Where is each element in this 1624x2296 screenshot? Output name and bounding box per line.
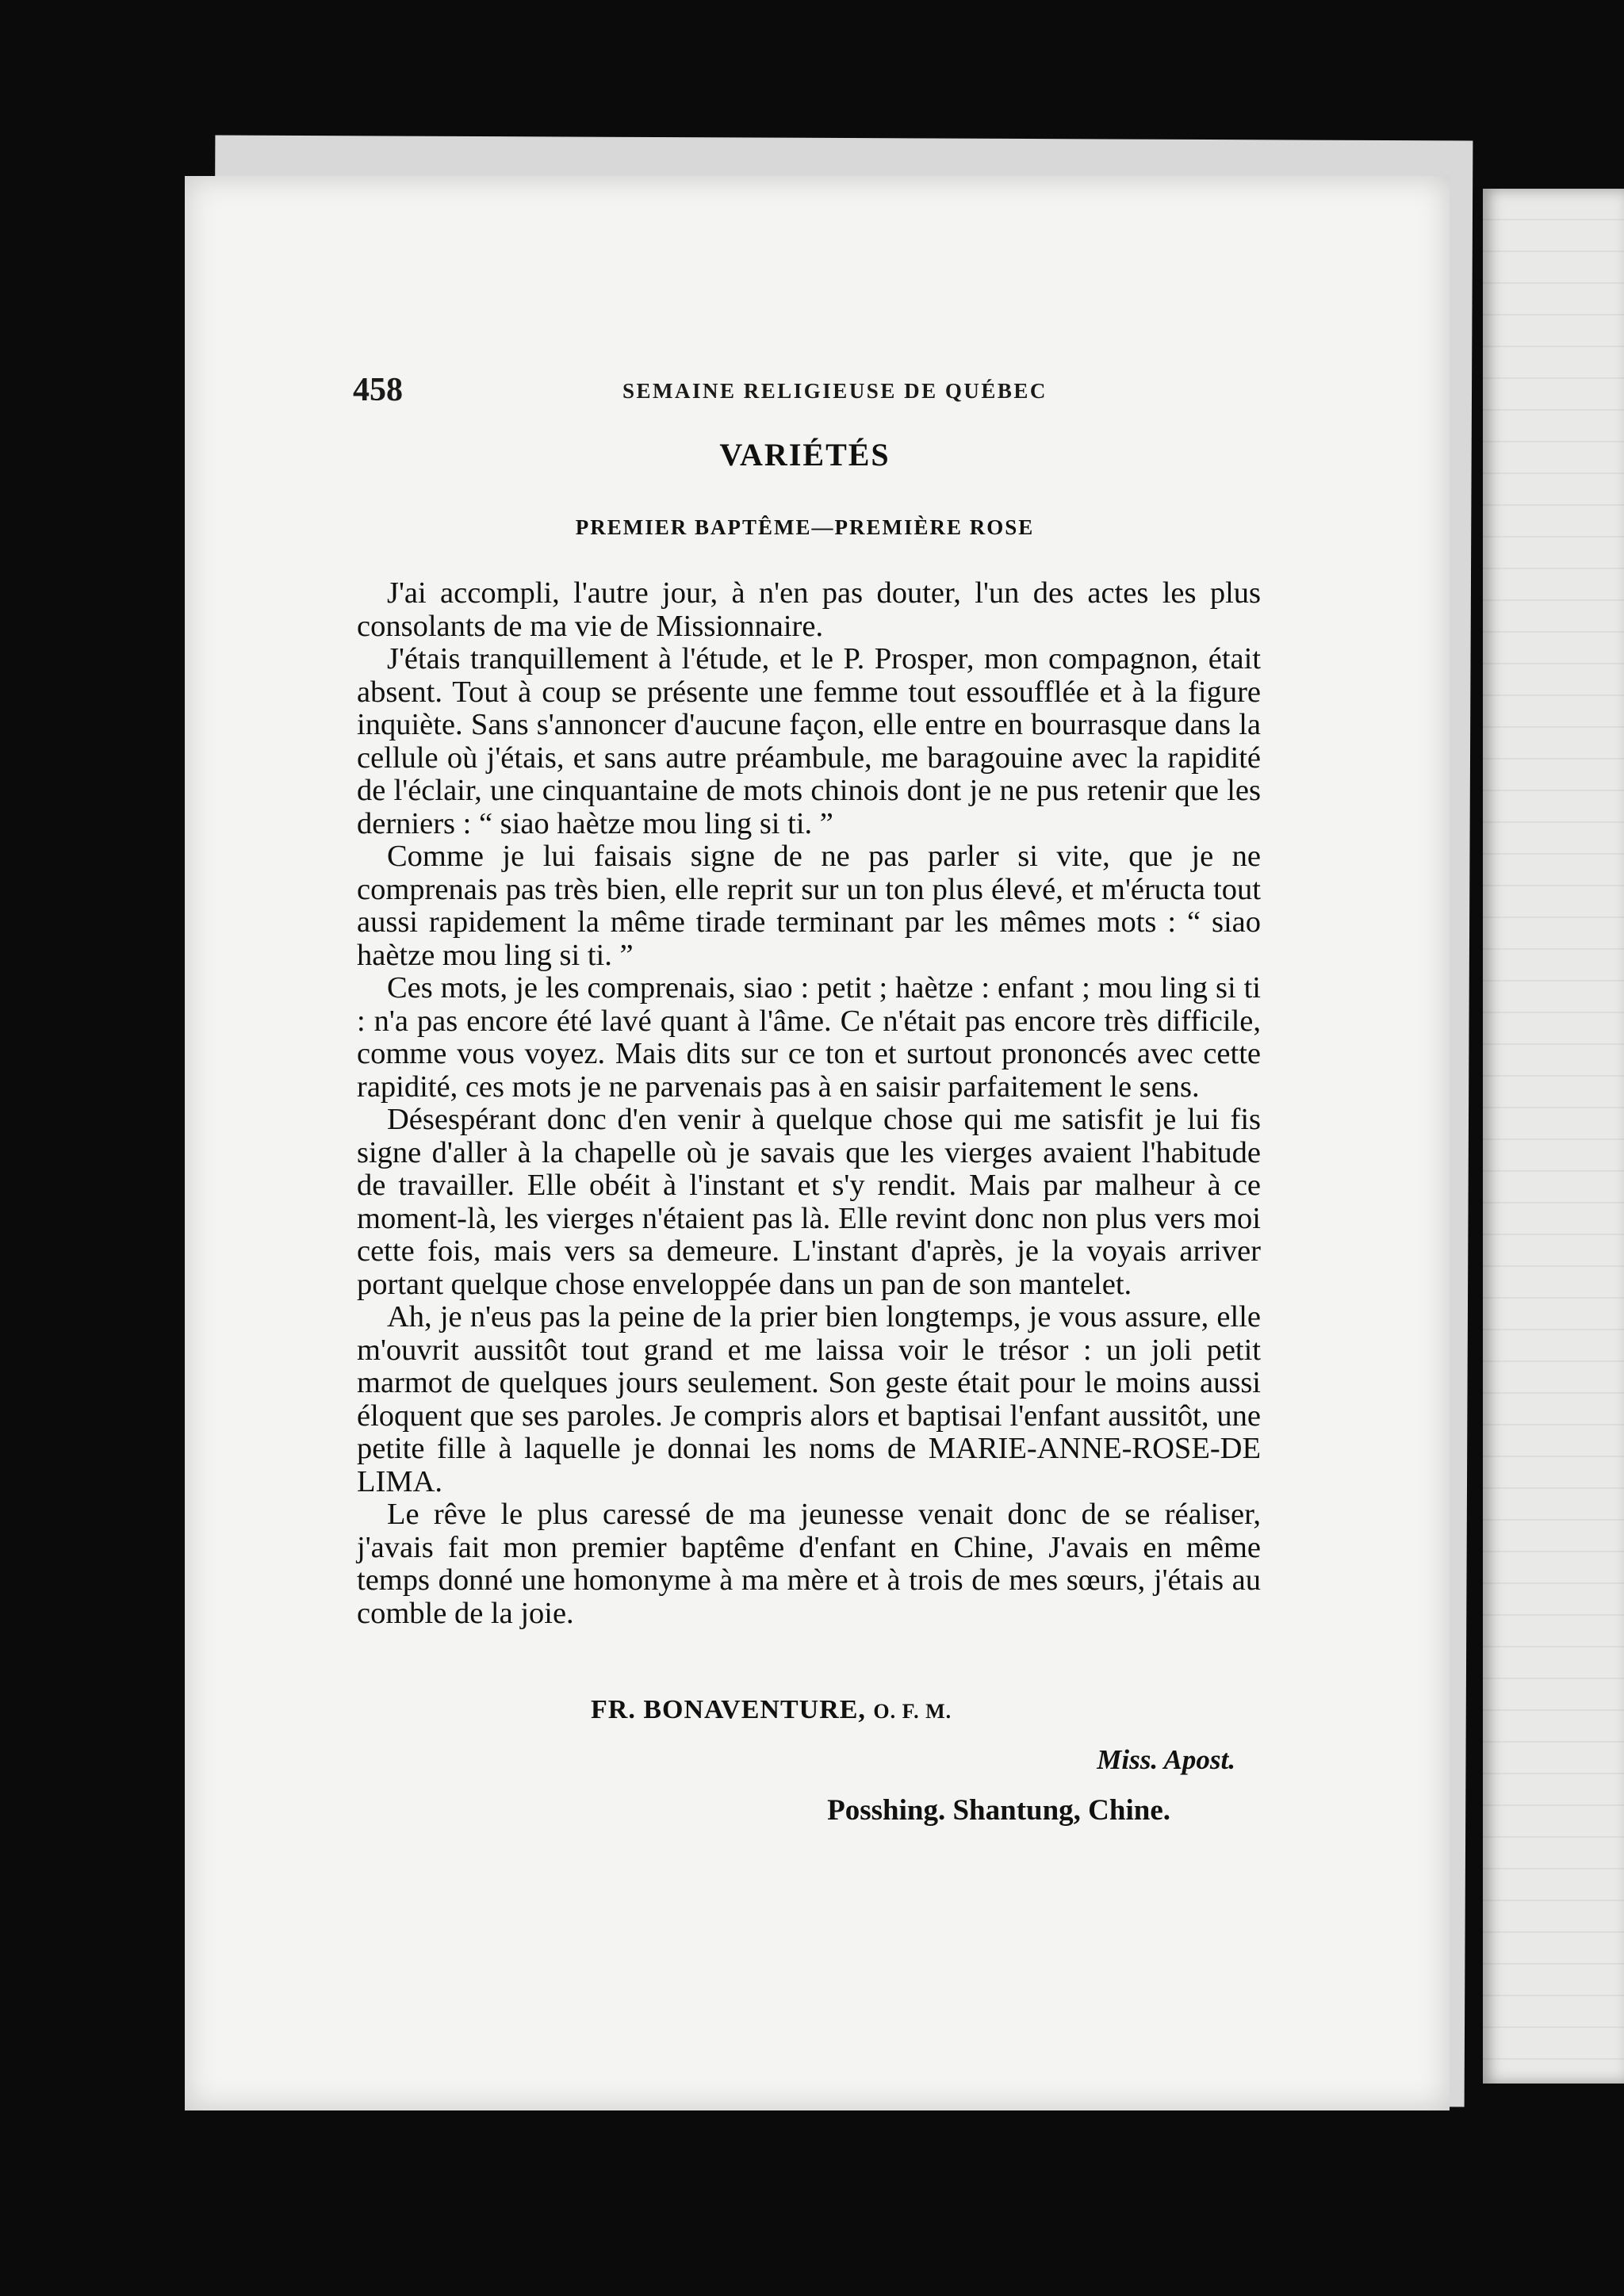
article-title: PREMIER BAPTÊME—PREMIÈRE ROSE	[575, 515, 1035, 539]
paragraph: J'ai accompli, l'autre jour, à n'en pas douter, l'un des actes les plus consolants de ma vie de Missionnaire.	[357, 576, 1261, 643]
author-signature	[591, 1695, 952, 1725]
paragraph: J'étais tranquillement à l'étude, et le P. Prosper, mon compagnon, était absent. Tout à coup se présente une femme tout essoufflée et à la figure inquiète. Sans s'annoncer d'aucune façon, elle entre en bourrasque dans la cellule où j'étais, et sans autre préambule, me baragouine avec la rapidité de l'éclair, une cinquantaine de mots chinois dont je ne pus retenir que les derniers : “ siao haètze mou ling si ti. ”	[357, 642, 1261, 840]
author-name: FR. BONAVENTURE,	[591, 1695, 866, 1724]
running-head: SEMAINE RELIGIEUSE DE QUÉBEC	[622, 379, 1048, 403]
article-body	[357, 577, 1261, 1630]
adjacent-page-bleed	[1483, 189, 1624, 2084]
paragraph: Le rêve le plus caressé de ma jeunesse venait donc de se réaliser, j'avais fait mon premier baptême d'enfant en Chine, J'avais en même temps donné une homonyme à ma mère et à trois de mes sœurs, j'étais au comble de la joie.	[357, 1498, 1261, 1630]
author-order: O. F. M.	[873, 1700, 952, 1723]
paragraph: Ces mots, je les comprenais, siao : petit ; haètze : enfant ; mou ling si ti : n'a pas encore été lavé quant à l'âme. Ce n'était pas encore très difficile, comme vous voyez. Mais dits sur ce ton et surtout prononcés avec cette rapidité, ces mots je ne parvenais pas à en saisir parfaitement le sens.	[357, 971, 1261, 1104]
section-title: VARIÉTÉS	[719, 437, 891, 473]
source-citation: Miss. Apost.	[1097, 1744, 1235, 1775]
paragraph: Comme je lui faisais signe de ne pas parler si vite, que je ne comprenais pas très bien, elle reprit sur un ton plus élevé, et m'éructa tout aussi rapidement la même tirade terminant par les mêmes mots : “ siao haètze mou ling si ti. ”	[357, 840, 1261, 972]
paragraph: Ah, je n'eus pas la peine de la prier bien longtemps, je vous assure, elle m'ouvrit aussitôt tout grand et me laissa voir le trésor : un joli petit marmot de quelques jours seulement. Son geste était pour le moins aussi éloquent que ses paroles. Je compris alors et baptisai l'enfant aussitôt, une petite fille à laquelle je donnai les noms de MARIE-ANNE-ROSE-DE LIMA.	[357, 1300, 1261, 1498]
adjacent-page-edge	[1483, 189, 1624, 2084]
location-line: Posshing. Shantung, Chine.	[827, 1794, 1170, 1827]
paragraph: Désespérant donc d'en venir à quelque chose qui me satisfit je lui fis signe d'aller à la chapelle où je savais que les vierges avaient l'habitude de travailler. Elle obéit à l'instant et s'y rendit. Mais par malheur à ce moment-là, les vierges n'étaient pas là. Elle revint donc non plus vers moi cette fois, mais vers sa demeure. L'instant d'après, je la voyais arriver portant quelque chose enveloppée dans un pan de son mantelet.	[357, 1103, 1261, 1301]
page-number: 458	[353, 372, 403, 408]
page-header	[353, 371, 1261, 411]
